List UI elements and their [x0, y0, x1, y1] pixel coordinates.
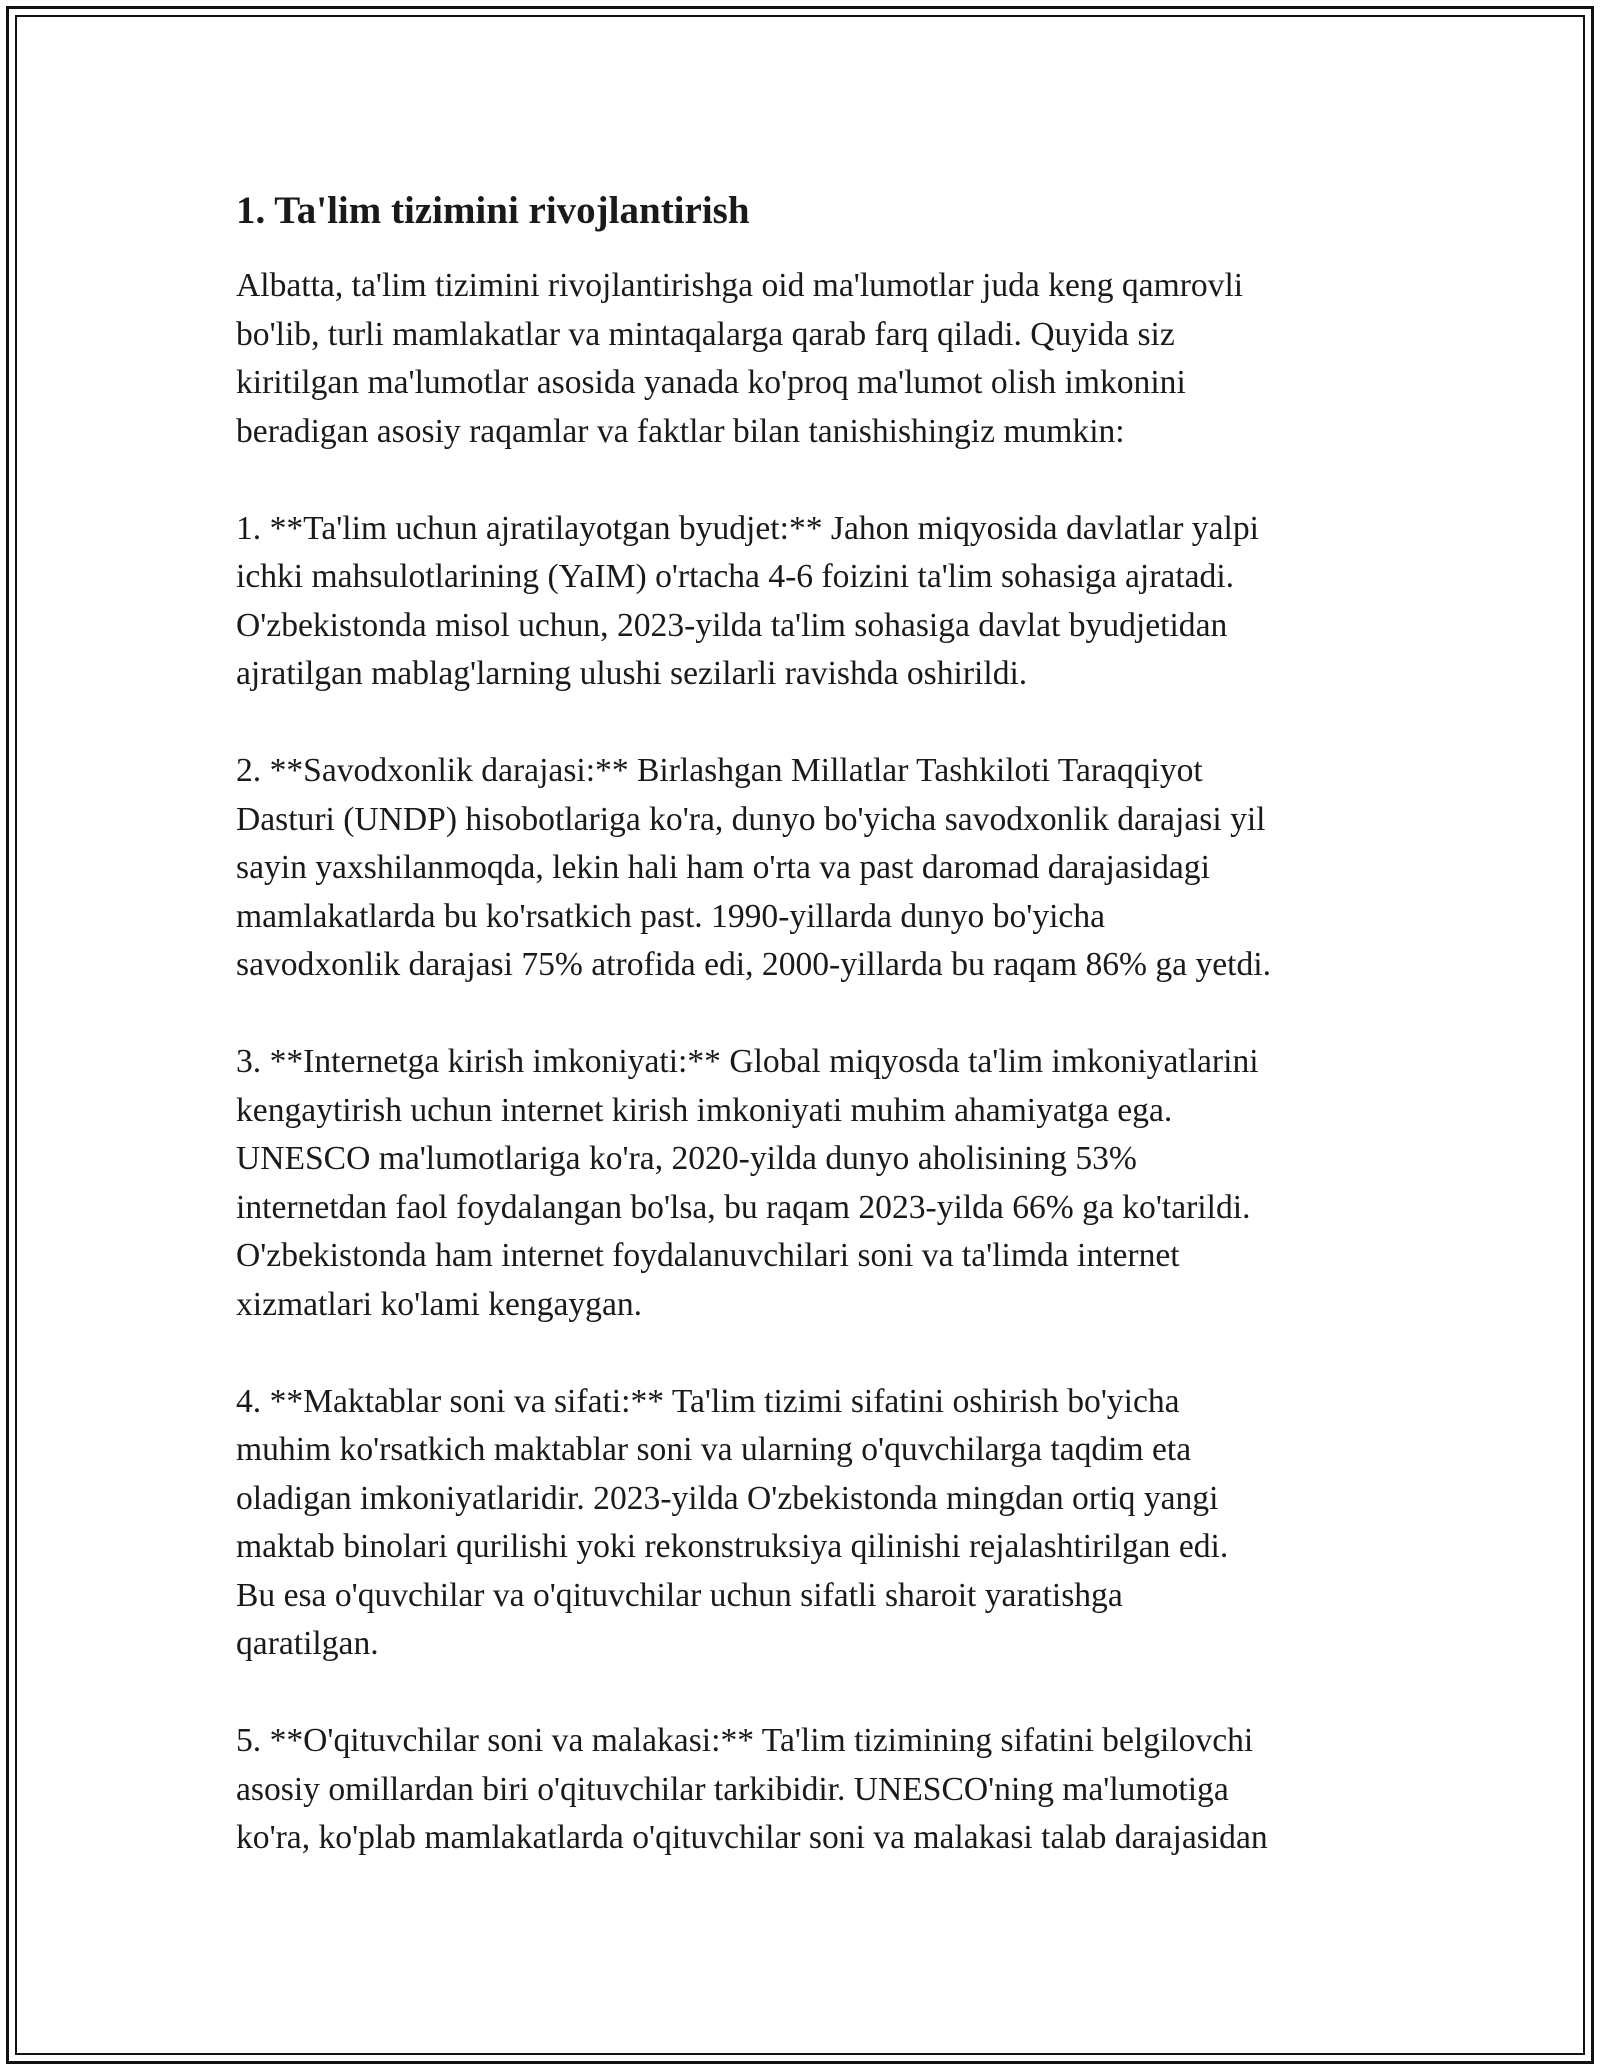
intro-paragraph: Albatta, ta'lim tizimini rivojlantirishga oid ma'lumotlar juda keng qamrovli bo'lib, turli mamlakatlar va mintaqalarga qarab farq qiladi. Quyida siz kiritilgan ma'lumotlar asosida yanada ko'proq ma'lumot olish imkonini beradigan asosiy raqamlar va faktlar bilan tanishishingiz mumkin: [236, 267, 1244, 450]
list-item-literacy: 2. **Savodxonlik darajasi:** Birlashgan Millatlar Tashkiloti Taraqqiyot Dasturi (UNDP) hisobotlariga ko'ra, dunyo bo'yicha savodxonlik darajasi yil sayin yaxshilanmoqda, lekin hali ham o'rta va past daromad darajasidagi mamlakatlarda bu ko'rsatkich past. 1990-yillarda dunyo bo'yicha savodxonlik darajasi 75% atrofida edi, 2000-yillarda bu raqam 86% ga yetdi. [236, 752, 1272, 983]
list-item-teachers: 5. **O'qituvchilar soni va malakasi:** Ta'lim tizimining sifatini belgilovchi asosiy omillardan biri o'qituvchilar tarkibidir. UNESCO'ning ma'lumotiga ko'ra, ko'plab mamlakatlarda o'qituvchilar soni va malakasi talab darajasidan [236, 1722, 1268, 1856]
list-item-schools: 4. **Maktablar soni va sifati:** Ta'lim tizimi sifatini oshirish bo'yicha muhim ko'rsatkich maktablar soni va ularning o'quvchilarga taqdim eta oladigan imkoniyatlaridir. 2023-yilda O'zbekistonda mingdan ortiq yangi maktab binolari qurilishi yoki rekonstruksiya qilinishi rejalashtirilgan edi. Bu esa o'quvchilar va o'qituvchilar uchun sifatli sharoit yaratishga qaratilgan. [236, 1382, 1229, 1662]
list-item-budget: 1. **Ta'lim uchun ajratilayotgan byudjet:** Jahon miqyosida davlatlar yalpi ichki mahsulotlarining (YaIM) o'rtacha 4-6 foizini ta'lim sohasiga ajratadi. O'zbekistonda misol uchun, 2023-yilda ta'lim sohasiga davlat byudjetidan ajratilgan mablag'larning ulushi sezilarli ravishda oshirildi. [236, 509, 1259, 692]
document-title: 1. Ta'lim tizimini rivojlantirish [236, 189, 750, 232]
list-item-internet-access: 3. **Internetga kirish imkoniyati:** Global miqyosda ta'lim imkoniyatlarini kengaytirish uchun internet kirish imkoniyati muhim ahamiyatga ega. UNESCO ma'lumotlariga ko'ra, 2020-yilda dunyo aholisining 53% internetdan faol foydalangan bo'lsa, bu raqam 2023-yilda 66% ga ko'tarildi. O'zbekistonda ham internet foydalanuvchilari soni va ta'limda internet xizmatlari ko'lami kengaygan. [236, 1043, 1259, 1323]
document-body [236, 186, 1386, 1863]
